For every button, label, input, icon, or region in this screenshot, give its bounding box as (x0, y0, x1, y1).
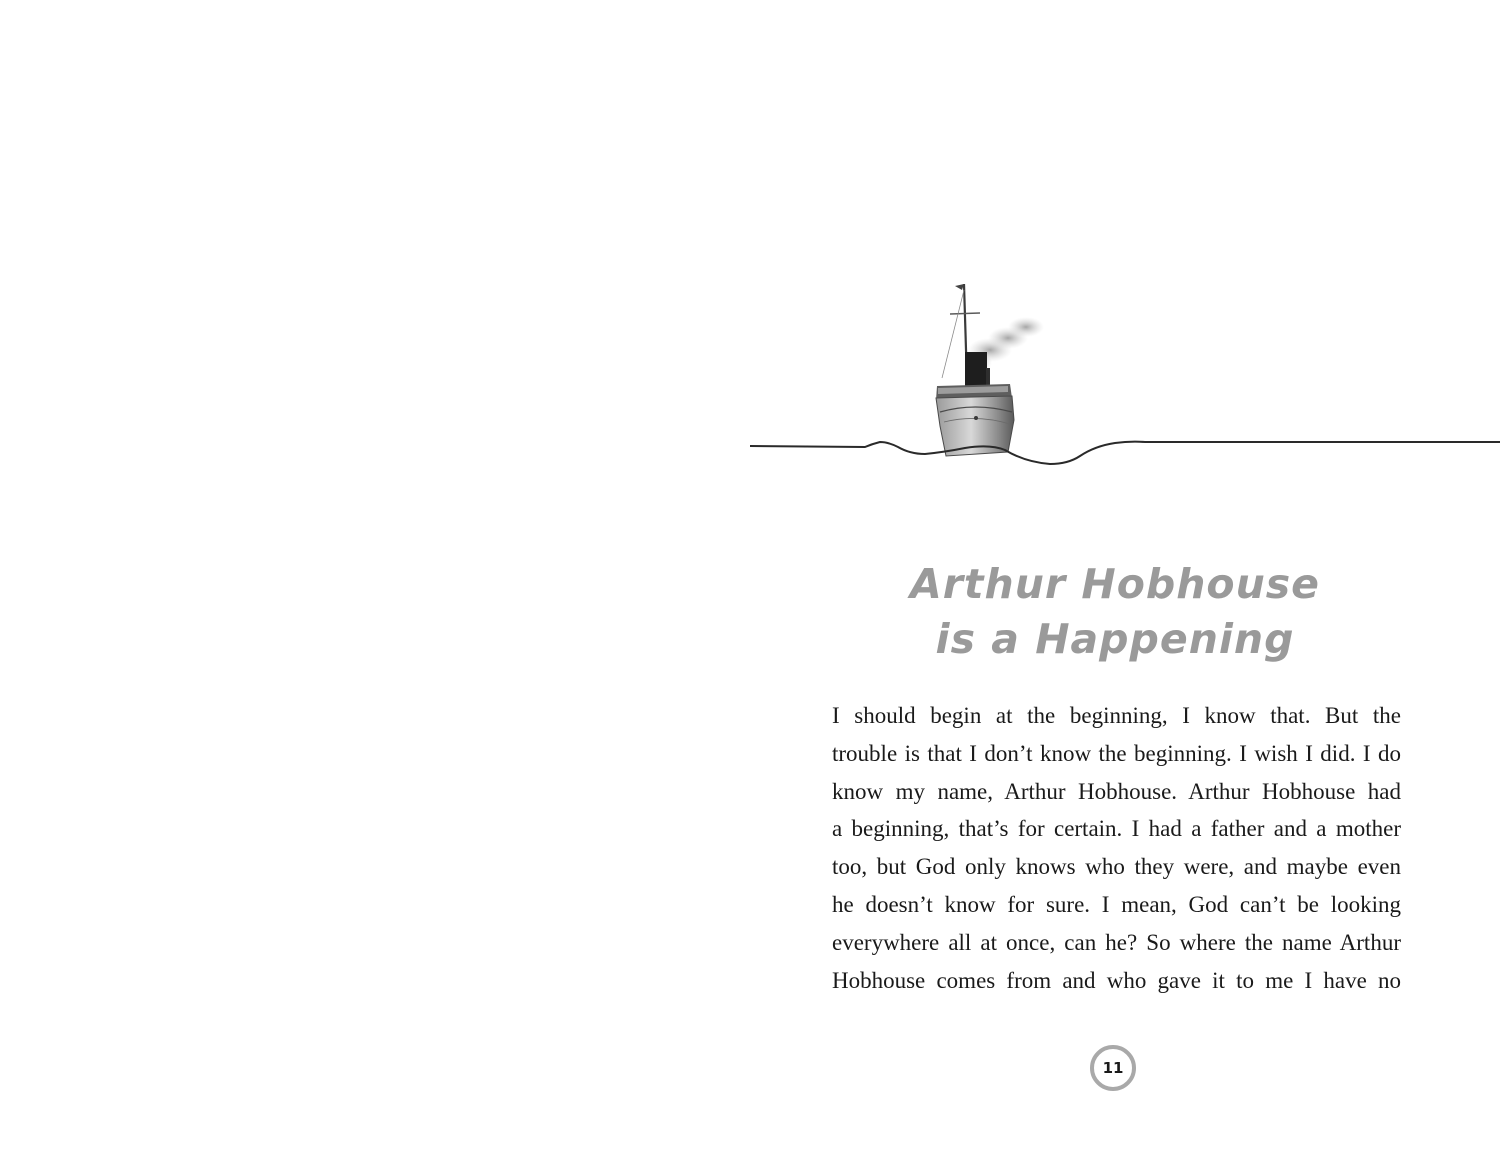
body-paragraph (832, 697, 1401, 999)
chapter-title (900, 557, 1330, 667)
right-page (750, 0, 1500, 1151)
text-line: too, but God only knows who they were, and maybe even (832, 854, 1401, 880)
text-line: know my name, Arthur Hobhouse. Arthur Hobhouse had (832, 778, 1401, 804)
text-line: everywhere all at once, can he? So where the name Arthur (832, 929, 1401, 955)
steamship-icon (750, 270, 1500, 480)
chapter-illustration (750, 270, 1500, 480)
text-line: trouble is that I don’t know the beginning. I wish I did. I do (832, 740, 1401, 766)
text-line: I should begin at the beginning, I know that. But the (832, 703, 1401, 728)
page-number: 11 (1102, 1059, 1124, 1077)
page-number-badge (1090, 1045, 1136, 1091)
text-line: Hobhouse comes from and who gave it to me I have no (832, 967, 1401, 993)
chapter-title-line-1: Arthur Hobhouse (909, 560, 1320, 609)
chapter-title-line-2: is a Happening (935, 615, 1295, 664)
text-line: a beginning, that’s for certain. I had a father and a mother (832, 816, 1401, 842)
text-line: he doesn’t know for sure. I mean, God can’t be looking (832, 891, 1401, 917)
wave-line (750, 442, 1500, 464)
